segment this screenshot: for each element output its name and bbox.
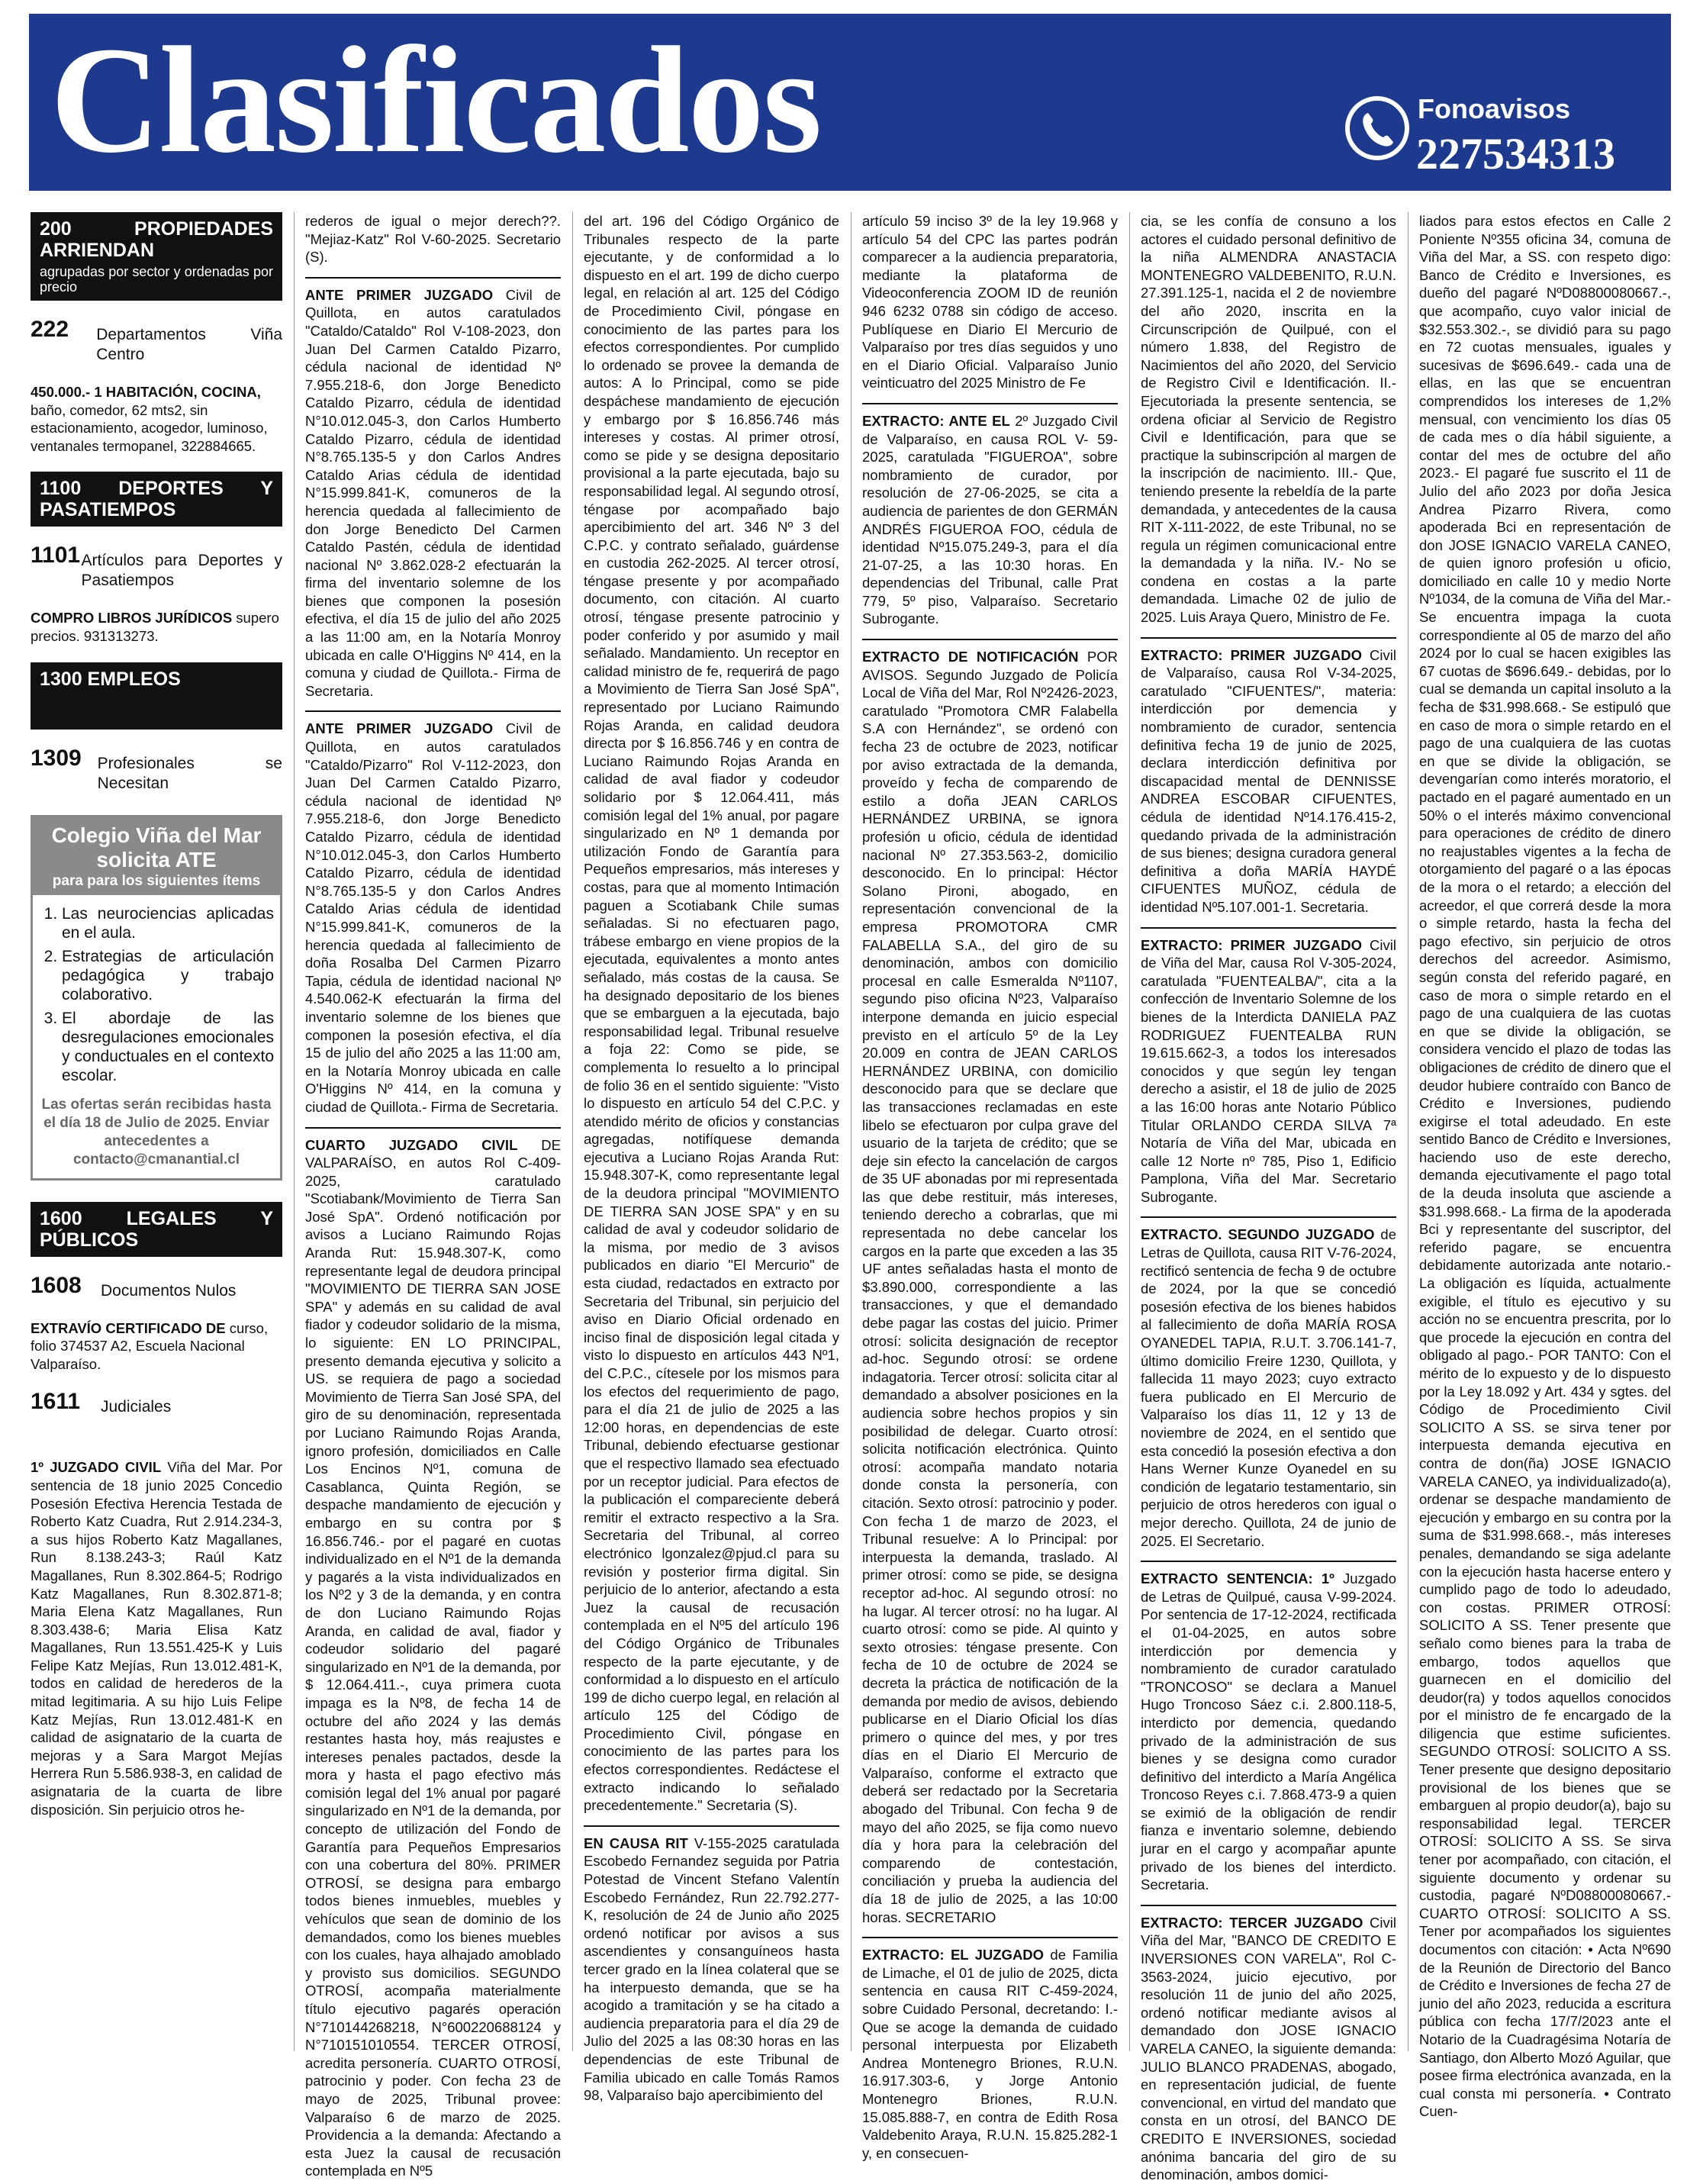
legal-notice (1141, 936, 1396, 1206)
category-title: 1100 DEPORTES Y PASATIEMPOS (40, 478, 273, 521)
fonoavisos-number: 227534313 (1416, 129, 1615, 179)
classified-ad (31, 609, 282, 645)
notice-separator (1141, 637, 1396, 639)
ad-lead: 450.000.- 1 HABITACIÓN, COCINA, (31, 384, 261, 400)
notice-lead: ANTE PRIMER JUZGADO (305, 286, 494, 303)
notice-text: Juzgado de Letras de Quilpué, causa V-99-2024. Por sentencia de 17-12-2024, rectificada el 01-04-2025, en autos sobre interdicción por demencia y nombramiento de curador caratulado "TRONCOSO" se declara a Manuel Hugo Troncoso Sáez c.i. 2.800.118-5, interdicto por demencia, quedando privado de la administración de sus bienes y se designa como curador definitivo del interdicto a María Angélica Troncoso Reyes c.i. 7.868.473-9 a quien se eximió de la obligación de rendir fianza e inventario solemne, debiendo jurar en el cargo y acompañar apunte privado de los bienes del interdicto. Secretaria. (1141, 1570, 1396, 1893)
list-item: 2. Estrategias de articulación pedagógica y trabajo colaborativo. (62, 947, 274, 1004)
notice-text: POR AVISOS. Segundo Juzgado de Policía Local de Viña del Mar, Rol Nº2426-2023, caratulado "Promotora CMR Falabella S.A con Hernández", se ordenó con fecha 23 de octubre de 2023, notificar por aviso extractada de la demanda, proveído y fecha de comparendo de estilo a doña JEAN CARLOS HERNÁNDEZ URBINA, se ignora profesión u oficio, cédula de identidad nacional Nº 27.353.563-2, domicilio desconocido. En lo principal: Héctor Solano Pironi, abogado, en representación convencional de la empresa PROMOTORA CMR FALABELLA S.A., del giro de su denominación, ambos con domicilio procesal en calle Esmeralda Nº1107, segundo piso oficina Nº23, Valparaíso interpone demanda en juicio especial previsto en el artículo 5º de la Ley 20.009 en contra de JEAN CARLOS HERNÁNDEZ URBINA, con domicilio desconocido para que se declare que las transacciones reclamadas en este libelo se efectuaron por culpa grave del usuario de la tarjeta de crédito; que se deje sin efecto la cancelación de cargos de 35 UF abonadas por mi representada las que debe restituir, más intereses, teniendo derecho a cobrarlas, que mi representada no debe cancelar los cargos en la parte que exceden a las 35 UF antes señaladas hasta el monto de $3.890.000, correspondiente a las transacciones, y que el demandado debe pagar las costas del juicio. Primer otrosí: solicita designación de receptor ad-hoc. Segundo otrosí: se ordene indagatoria. Tercer otrosí: solicita citar al demandado a absolver posiciones en la audiencia sobre hechos propios y sin posibilidad de delegar. Cuarto otrosí: solicita notificación electrónica. Quinto otrosí: acompaña mandato notaria donde consta la personería, con citación. Sexto otrosí: patrocinio y poder. Con fecha 1 de marzo de 2023, el Tribunal resuelve: A lo Principal: por interpuesta la demanda, traslado. Al primer otrosí: como se pide, se designa receptor ad-hoc. Al segundo otrosí: no ha lugar. Al tercer otrosí: no ha lugar. Al cuarto otrosí: como se pide. Al quinto y sexto otrosies: téngase presente. Con fecha de 10 de octubre de 2024 se decreta la práctica de notificación de la demanda por medio de avisos, debiendo publicarse en el Diario Oficial los días primero o quince del mes, y por tres días en el Diario El Mercurio de Valparaíso, conforme el extracto que deberá ser redactado por la Secretaria abogado del Tribunal. Con fecha 9 de mayo del año 2025, se fija como nuevo día y hora para la celebración del comparendo de contestación, conciliación y prueba la audiencia del día 18 de julio de 2025, a las 10:00 horas. SECRETARIO (862, 649, 1119, 1925)
ad-text: curso, folio 374537 A2, Escuela Nacional Valparaíso. (31, 1319, 269, 1372)
classified-ad (31, 383, 282, 455)
notice-separator (1141, 1905, 1396, 1906)
notice-text: Civil Viña del Mar, "BANCO DE CREDITO E INVERSIONES CON VARELA", Rol C-3563-2024, juicio ejecutivo, por resolución 11 de junio del año 2025, ordenó notificar mediante avisos al demandado don JOSE IGNACIO VARELA CANEO, la siguiente demanda: JULIO BLANCO PRADENAS, abogado, en representación judicial, de fuente convencional, en virtud del mandato que consta en un otrosí, del BANCO DE CREDITO E INVERSIONES, sociedad anónima bancaria del giro de su denominación, ambos domici- (1141, 1914, 1396, 2183)
notice-list (862, 212, 1118, 2162)
notice-separator (305, 277, 561, 279)
column-divider (294, 212, 295, 2051)
notice-separator (1141, 927, 1396, 929)
notice-text: rederos de igual o mejor derech??. "Mejiaz-Katz" Rol V-60-2025. Secretario (S). (305, 213, 561, 266)
notice-lead: EXTRACTO: ANTE EL (862, 412, 1010, 429)
category-title: 200 PROPIEDADES ARRIENDAN (40, 218, 273, 261)
legal-notice (1141, 212, 1396, 627)
ate-subtitle: para para los siguientes ítems (52, 872, 261, 889)
notice-lead: CUARTO JUZGADO CIVIL (305, 1136, 518, 1153)
ate-title: Colegio Viña del Mar (51, 823, 262, 847)
notice-text: Civil de Quillota, en autos caratulados "Cataldo/Cataldo" Rol V-108-2023, don Juan Del Carmen Cataldo Pizarro, cédula nacional de identidad Nº 7.955.218-6, don Jorge Benedicto Cataldo Pizarro, cédula de identidad N°10.012.045-3, don Carlos Humberto Cataldo Pizarro, cédula de identidad N°8.765.135-5 y don Carlos Andres Cataldo Arias cédula de identidad N°15.999.841-K, comuneros de la herencia quedada al fallecimiento de don Jorge Benedicto Del Carmen Cataldo Pastén, cédula de identidad nacional Nº 3.862.028-2 efectuarán la firma del inventario solemne de los bienes que componen la posesión efectiva, el día 15 de julio del año 2025 a las 11:00 am, en la Notaría Monroy ubicada en calle O'Higgins Nº 414, en la comuna y ciudad de Quillota.- Firma de Secretaria. (305, 286, 561, 699)
notice-text: liados para estos efectos en Calle 2 Poniente Nº355 oficina 34, comuna de Viña del Mar, a SS. con respeto digo: Banco de Crédito e Inversiones, es dueño del pagaré NºD08800080667.-, que acompaño, cuyo valor inicial de $32.553.302.-, se dividió para su pago en 72 cuotas mensuales, iguales y sucesivas de $696.649.- cada una de ellas, en las que se encuentran comprendidos los intereses de 1,2% mensual, con vencimiento los días 05 de cada mes o día hábil siguiente, a contar del mes de octubre del año 2023.- El pagaré fue suscrito el 11 de Julio del año 2023 por doña Jesica Andrea Pizarro Rivera, como apoderada Bci en representación de don JOSE IGNACIO VARELA CANEO, de quien ignoro profesión u oficio, domiciliado en calle 10 y medio Norte Nº1034, de la comuna de Viña del Mar.- Se encuentra impaga la cuota correspondiente al 05 de marzo del año 2024 por lo cual se hacen exigibles las 67 cuotas de $696.649.- debidas, por lo cual se demanda un capital insoluto a la fecha de $31.998.668.- Se estipuló que en caso de mora o simple retardo en el pago de una cualquiera de las cuotas en que se divide la obligación, se devengarían como interés moratorio, el pactado en el pagaré aumentado en un 50% o el interés máximo convencional para operaciones de crédito de dinero no reajustables vigentes a la fecha de otorgamiento del pagaré o a las épocas de la mora o el retardo; a elección del acreedor, el que correrá desde la mora o simple retardo, hasta la fecha del pago efectivo, sin perjuicio de otros derechos del acreedor. Asimismo, según consta del referido pagaré, en caso de mora o simple retardo en el pago de una cualquiera de las cuotas en que se divide la obligación, se considera vencido el plazo de todas las obligaciones de crédito de dinero que el deudor hubiere contraído con Banco de Crédito e Inversiones, pudiendo exigirse el total adeudado. En este sentido Banco de Crédito e Inversiones, haciendo uso de este derecho, demanda ejecutivamente el pago total de la deuda insoluta que asciende a $31.998.668.- La firma de la apoderada Bci y representante del suscriptor, del referido pagare, se encuentra debidamente autorizada ante notario.- La obligación es líquida, actualmente exigible, el título es ejecutivo y su acción no se encuentra prescrita, por lo que procede la ejecución en contra del obligado al pago.- POR TANTO: Con el mérito de lo expuesto y de lo dispuesto por la Ley 18.092 y Art. 434 y sgtes. del Código de Procedimiento Civil SOLICITO A SS. se sirva tener por interpuesta demanda ejecutiva en contra de don(ña) JOSE IGNACIO VARELA CANEO, ya individualizado(a), ordenar se despache mandamiento de ejecución y embargo en su contra por la suma de $31.998.668.-, más intereses penales, demandando se siga adelante con la ejecución hasta hacerse entero y cumplido pago de todo lo adeudado, con costas. PRIMER OTROSÍ: SOLICITO A SS. Tener presente que señalo como bienes para la traba de embargo, todos aquellos que guarnecen en el domicilio del deudor(ra) y todos aquellos conocidos por el ministro de fe encargado de la diligencia que estime suficientes. SEGUNDO OTROSÍ: SOLICITO A SS. Tener presente que designo depositario provisional de los bienes que se embarguen al propio deudor(a), bajo su responsabilidad legal. TERCER OTROSÍ: SOLICITO A SS. Se sirva tener por acompañado, con citación, el siguiente documento y ordenar su custodia, pagaré NºD08800080667.- CUARTO OTROSÍ: SOLICITO A SS. Tener por acompañados los siguientes documentos con citación: • Acta Nº690 de la Reunión de Directorio del Banco de Crédito e Inversiones de fecha 27 de junio del año 2023, reducida a escritura pública con fecha 17/7/2023 ante el Notario de la Cuadragésima Notaría de Santiago, don Alberto Mozó Aguilar, que posee firma electrónica avanzada, en la cual consta mi personería. • Contrato Cuen- (1419, 213, 1671, 2120)
column-divider (1129, 212, 1130, 2051)
ate-display-ad (31, 815, 282, 1181)
column-3 (584, 212, 839, 2104)
legal-notice (305, 286, 561, 701)
ad-lead: COMPRO LIBROS JURÍDICOS (31, 610, 233, 627)
notice-separator (584, 1825, 839, 1827)
notice-lead: EXTRACTO. SEGUNDO JUZGADO (1141, 1226, 1375, 1243)
category-header-200 (31, 212, 282, 301)
notice-text: de Familia de Limache, el 01 de julio de 2025, dicta sentencia en causa RIT C-459-2024, sobre Cuidado Personal, decretando: I.- Que se acoge la demanda de cuidado personal interpuesta por Elizabeth Andrea Montenegro Briones, R.U.N. 16.917.303-6, y Jorge Antonio Montenegro Briones, R.U.N. 15.085.888-7, en contra de Edith Rosa Valdebenito Araya, R.U.N. 15.825.282-1 y, en consecuen- (862, 1947, 1118, 2161)
notice-lead: EXTRACTO: TERCER JUZGADO (1141, 1914, 1363, 1931)
notice-text: V-155-2025 caratulada Escobedo Fernandez seguida por Patria Potestad de Vincent Stefano Valentín Escobedo Fernández, Run 22.792.277-K, resolución de 24 de Junio año 2025 ordenó notificar por avisos a sus ascendientes y consanguíneos hasta tercer grado en la línea colateral que se ha interpuesto demanda, que se ha acogido a tramitación y se ha citado a audiencia preparatoria para el día 29 de Julio del 2025 a las 08:30 horas en las dependencias de este Tribunal de Familia ubicado en calle Tomás Ramos 98, Valparaíso bajo apercibimiento del (584, 1834, 839, 2104)
legal-notice (31, 1458, 282, 1818)
classified-ad (31, 1319, 282, 1374)
notice-text: Viña del Mar. Por sentencia de 18 junio 2025 Concedio Posesión Efectiva Herencia Testada de Roberto Katz Cuadra, Rut 2.914.234-3, a sus hijos Roberto Katz Magallanes, Run 8.138.243-3; Raúl Katz Magallanes, Run 8.302.864-5; Rodrigo Katz Magallanes, Run 8.302.871-8; Maria Elena Katz Magallanes, Run 8.303.438-6; Maria Elisa Katz Magallanes, Run 13.551.425-K y Luis Felipe Katz Mejías, Run 13.012.481-K, todos en calidad de herederos de la mitad legitimaria. A su hijo Luis Felipe Katz Mejías, Run 13.012.481-K en calidad de asignatario de la cuarta de mejoras y a Sara Margot Mejías Herrera Run 5.586.938-3, en calidad de asignataria de la cuarta de libre disposición. Sin perjuicio otros he- (31, 1459, 282, 1818)
category-title: 1600 LEGALES Y PÚBLICOS (40, 1207, 273, 1251)
notice-separator (1141, 1561, 1396, 1562)
subcategory-1608 (31, 1272, 282, 1301)
notice-separator (1141, 1216, 1396, 1218)
category-header-1600 (31, 1202, 282, 1257)
legal-notice (862, 1946, 1118, 2162)
ate-title-2: solicita ATE (96, 847, 217, 871)
column-5 (1141, 212, 1397, 2183)
notice-list (31, 1458, 282, 1818)
column-6 (1419, 212, 1671, 2120)
list-item: 3. El abordaje de las desregulaciones emocionales y conductuales en el contexto escolar. (62, 1009, 274, 1085)
notice-separator (305, 710, 561, 712)
subcategory-222 (31, 317, 282, 365)
category-header-1100 (31, 472, 282, 527)
ad-text: supero precios. 931313273. (31, 610, 279, 644)
column-divider (851, 212, 852, 2051)
notice-list (1141, 212, 1396, 2184)
notice-text: artículo 59 inciso 3º de la ley 19.968 y artículo 54 del CPC las partes podrán comparecer a la audiencia preparatoria, mediante la plataforma de Videoconferencia ZOOM ID de reunión 946 6232 0788 sin código de acceso. Publíquese en Diario El Mercurio de Valparaíso por tres días seguidos y uno en el Diario Oficial. Valparaíso Junio veinticuatro del 2025 Ministro de Fe (862, 213, 1118, 391)
legal-notice (1419, 212, 1671, 2121)
notice-text: Civil de Viña del Mar, causa Rol V-305-2024, caratulada "FUENTEALBA/", cita a la confección de Inventario Solemne de los bienes de la Interdicta DANIELA PAZ RODRIGUEZ FUENTEALBA RUN 19.615.662-3, a todos los interesados conocidos y que según ley tengan derecho a asistir, el 18 de julio de 2025 a las 16:00 horas ante Notario Público Titular ORLANDO CERDA SILVA 7ª Notaría de Viña del Mar, ubicada en calle 12 Norte nº 785, Piso 1, Edificio Pamplona, Viña del Mar. Secretario Subrogante. (1141, 936, 1396, 1205)
legal-notice (862, 212, 1118, 392)
notice-text: Civil de Quillota, en autos caratulados "Cataldo/Pizarro" Rol V-112-2023, don Juan Del Carmen Cataldo Pizarro, cédula nacional de identidad Nº 7.955.218-6, don Jorge Benedicto Cataldo Pizarro, cédula de identidad N°10.012.045-3, don Carlos Humberto Cataldo Pizarro, cédula de identidad N°8.765.135-5 y don Carlos Andres Cataldo Arias cédula de identidad N°15.999.841-K, comuneros de la herencia quedada al fallecimiento de doña Rosalba Del Carmen Pizarro Tapia, cédula de identidad nacional Nº 4.540.062-K efectuarán la firma del inventario solemne de los bienes que componen la posesión efectiva, el día 15 de julio del año 2025 a las 11:00 am, en la Notaría Monroy ubicada en calle O'Higgins Nº 414, en la comuna y ciudad de Quillota.- Firma de Secretaria. (305, 720, 561, 1115)
notice-text: cia, se les confía de consuno a los actores el cuidado personal definitivo de la niña ALMENDRA ANASTACIA MONTENEGRO VALDEBENITO, R.U.N. 27.391.125-1, nacida el 2 de noviembre del año 2020, inscrita en la Circunscripción de Quilpué, con el número 1.838, del Registro de Nacimientos del año 2020, del Servicio de Registro Civil e Identificación. II.- Ejecutoriada la presente sentencia, se ordena oficiar al Servicio de Registro Civil e Identificación, para que se practique la subinscripción al margen de la inscripción de nacimiento. III.- Que, teniendo presente la rebeldía de la parte demandada, y antecedentes de la causa RIT X-111-2022, de este Tribunal, no se regula un régimen comunicacional entre la demandada y la niña. IV.- No se condena en costas a la parte demandada. Limache 02 de julio de 2025. Luis Araya Quero, Ministro de Fe. (1141, 213, 1396, 626)
page-title: Clasificados (50, 16, 821, 185)
subcategory-1101 (31, 543, 282, 591)
notice-lead: 1º JUZGADO CIVIL (31, 1459, 162, 1476)
ate-footer: Las ofertas serán recibidas hasta el día 18 de Julio de 2025. Enviar antecedentes a contacto@cmanantial.cl (41, 1096, 272, 1168)
legal-notice (1141, 1226, 1396, 1550)
legal-notice (305, 212, 561, 266)
subcategory-1611 (31, 1389, 282, 1417)
notice-text: del art. 196 del Código Orgánico de Tribunales respecto de la parte ejecutante, y de conformidad a lo dispuesto en el art. 199 de dicho cuerpo legal, en relación al art. 125 del Código de Procedimiento Civil, póngase en conocimiento de las partes para los efectos correspondientes. Por cumplido lo ordenado se provee la demanda de autos: A lo Principal, como se pide despáchese mandamiento de ejecución y embargo por $ 16.856.746 más intereses y costas. Al primer otrosí, como se pide y se designa depositario provisional a la parte ejecutada, bajo su responsabilidad legal. Al segundo otrosí, téngase por acompañado bajo apercibimiento del art. 346 Nº 3 del C.P.C. y contrato señalado, guárdense en custodia 262-2025. Al tercer otrosí, téngase presente y por acompañado documento, con citación. Al cuarto otrosí, téngase presente patrocinio y poder conferido y por asumido y mail señalado. Mandamiento. Un receptor en calidad ministro de fe, requerirá de pago a Movimiento de Tierra San José SpA", representado por Luciano Raimundo Rojas Aranda, en calidad deudora directa por $ 16.856.746 y en contra de Luciano Raimundo Rojas Aranda en calidad de aval fiador y codeudor solidario por $ 12.064.411, más comisión legal del 1% anual, por pagare singularizado en Nº 1 demanda por utilización Fondo de Garantía para Pequeños empresarios, más intereses y costas, para que al momento Intimación paguen a Scotiabank Chile sumas señaladas. Si no efectuaren pago, trábese embargo en viene propios de la ejecutada, equivalentes a monto antes señalado, más costas de la causa. Se ha designado depositario de los bienes que se embarguen a la ejecutada, bajo responsabilidad legal. Tribunal resuelve a foja 22: Como se pide, se complementa lo resuelto a lo principal de folio 36 en el sentido siguiente: "Visto lo dispuesto en artículo 54 del C.P.C. y atendido mérito de oficios y constancias agregadas, notifíquese demanda ejecutiva a Luciano Rojas Aranda Rut: 15.948.307-K, como representante legal de la deudora principal "MOVIMIENTO DE TIERRA SAN JOSE SPA" y en su calidad de aval y codeudor solidario de la misma, por medio de 3 avisos publicados en diario "El Mercurio" de esta ciudad, redactados en extracto por Secretaria del Tribunal, sin perjuicio del aviso en Diario Oficial ordenado en inciso final de disposición legal citada y visto lo dispuesto en artículos 443 Nº1, del C.P.C., cítesele por los mismos para los efectos del requerimiento de pago, para el día 21 de julio de 2025 a las 12:00 horas, en dependencias de este Tribunal, debiendo efectuarse gestionar que el respectivo llamado sea efectuado por un receptor judicial. Para efectos de la publicación el compareciente deberá remitir el extracto respectivo a la Sra. Secretaria del Tribunal, al correo electrónico lgonzalez@pjud.cl para su revisión y posterior firma digital. Sin perjuicio de lo anterior, afectando a esta Juez la causal de recusación contemplada en el Nº5 del artículo 196 del Código Orgánico de Tribunales respecto de la parte ejecutante, y de conformidad a lo dispuesto en el artículo 199 de dicho cuerpo legal, en relación al artículo 125 del Código de Procedimiento Civil, póngase en conocimiento de las partes para los efectos correspondientes. Redáctese el extracto indicando lo señalado precedentemente." Secretaria (S). (584, 213, 839, 1814)
subcategory-label: Profesionales se Necesitan (97, 754, 282, 792)
subcategory-number: 222 (31, 317, 69, 342)
subcategory-number: 1101 (31, 543, 81, 569)
legal-notice (305, 1136, 561, 2180)
notice-lead: ANTE PRIMER JUZGADO (305, 720, 494, 737)
legal-notice (1141, 1570, 1396, 1894)
subcategory-label: Documentos Nulos (101, 1281, 237, 1300)
column-4 (862, 212, 1119, 2161)
legal-notice (862, 412, 1118, 628)
notice-list (305, 212, 561, 2180)
notice-list (1419, 212, 1671, 2121)
category-header-1300 (31, 662, 282, 730)
notice-lead: EXTRACTO: PRIMER JUZGADO (1141, 646, 1363, 663)
notice-lead: EXTRACTO: PRIMER JUZGADO (1141, 936, 1363, 953)
subcategory-1309 (31, 745, 282, 794)
subcategory-label: Departamentos Viña Centro (96, 326, 282, 363)
phone-handset-icon (1345, 96, 1409, 160)
ate-header (33, 817, 280, 895)
notice-lead: EN CAUSA RIT (584, 1834, 688, 1851)
fonoavisos-label: Fonoavisos (1418, 93, 1571, 124)
list-item: 1. Las neurociencias aplicadas en el aula. (62, 904, 274, 942)
column-2 (305, 212, 561, 2179)
legal-notice (1141, 646, 1396, 916)
column-1 (31, 212, 282, 2051)
legal-notice (305, 720, 561, 1116)
legal-notice (584, 212, 839, 1815)
category-title: 1300 EMPLEOS (40, 668, 181, 690)
ad-text: baño, comedor, 62 mts2, sin estacionamiento, acogedor, luminoso, ventanales termopanel, 322884665. (31, 401, 268, 454)
subcategory-label: Artículos para Deportes y Pasatiempos (81, 552, 282, 590)
notice-lead: EXTRACTO SENTENCIA: 1º (1141, 1570, 1334, 1587)
ad-lead: EXTRAVÍO CERTIFICADO DE (31, 1319, 226, 1336)
legal-notice (862, 648, 1118, 1926)
notice-text: DE VALPARAÍSO, en autos Rol C-409-2025, caratulado "Scotiabank/Movimiento de Tierra San José SpA". Ordenó notificación por avisos a Luciano Raimundo Rojas Aranda Rut: 15.948.307-K, como representante legal de deudora principal "MOVIMIENTO DE TIERRA SAN JOSE SPA" y además en su calidad de aval fiador y codeudor solidario de la misma, lo siguiente: EN LO PRINCIPAL, presento demanda ejecutiva y solicito a US. se requiera de pago a sociedad Movimiento de Tierra San José SPA, del giro de su denominación, representada por Luciano Raimundo Rojas Aranda, ignoro profesión, domiciliados en Calle Los Encinos Nº1, comuna de Casablanca, Quinta Región, se despache mandamiento de ejecución y embargo en su contra por $ 16.856.746.- por el pagaré en cuotas individualizado en el Nº1 de la demanda y pagarés a la vista individualizados en los Nº2 y 3 de la demanda, y en contra de don Luciano Raimundo Rojas Aranda, en calidad de aval, fiador y codeudor solidario del pagaré singularizado en Nº1 de la demanda, por $ 12.064.411.-, cuya primera cuota impaga es la Nº8, de fecha 14 de octubre del año 2024 y las demás restantes hasta hoy, más reajustes e intereses penales pactados, desde la mora y hasta el pago efectivo más comisión legal del 1% anual por pagaré singularizado en Nº1 de la demanda, por concepto de utilización del Fondo de Garantía para Pequeños Empresarios con una cobertura del 80%. PRIMER OTROSÍ, se designa para embargo todos bienes inmuebles, muebles y vehículos que sean de dominio de los demandados, como los bienes muebles con los cuales, haya alhajado amoblado y provisto sus domicilios. SEGUNDO OTROSÍ, acompaña materialmente título ejecutivo pagarés operación N°710144268218, N°600220688124 y N°710151010554. TERCER OTROSÍ, acredita personería. CUARTO OTROSÍ, patrocinio y poder. Con fecha 23 de mayo de 2025, Tribunal provee: Valparaíso 6 de marzo de 2025. Providencia a la demanda: Afectando a esta Juez la causal de recusación contemplada en Nº5 (305, 1136, 561, 2179)
notice-separator (862, 1937, 1118, 1938)
legal-notice (584, 1834, 839, 2105)
notice-text: de Letras de Quillota, causa RIT V-76-2024, rectificó sentencia de fecha 9 de octubre de 2024, por la que se concedió posesión efectiva de los bienes habidos al fallecimiento de doña MARÍA ROSA OYANEDEL TAPIA, R.U.T. 3.706.141-7, último domicilio Freire 1230, Quillota, y fallecida 11 mayo 2023; cuyo extracto fuera publicado en El Mercurio de Valparaíso los días 11, 12 y 13 de noviembre de 2024, en el sentido que esta concedió la posesión efectiva a don Hans Werner Kunze Oyanedel en su condición de legatario testamentario, sin perjuicio de otros herederos con igual o mejor derecho. Quillota, 24 de junio de 2025. El Secretario. (1141, 1226, 1397, 1549)
notice-separator (862, 403, 1118, 404)
category-subtitle: agrupadas por sector y ordenadas por precio (40, 264, 273, 295)
notice-lead: EXTRACTO: EL JUZGADO (862, 1947, 1045, 1963)
masthead (29, 14, 1671, 191)
notice-text: Civil de Valparaíso, causa Rol V-34-2025, caratulado "CIFUENTES/", materia: interdicción por demencia y nombramiento de curador, sentencia definitiva fecha 19 de junio de 2025, declara interdicción definitiva por discapacidad mental de DENNISSE ANDREA ESCOBAR CIFUENTES, cédula de identidad Nº14.176.415-2, quedando privada de la administración de sus bienes; designa curadora general definitiva a doña MARÍA HAYDÉ CIFUENTES MUÑOZ, cédula de identidad Nº5.107.001-1. Secretaria. (1141, 646, 1396, 915)
legal-notice (1141, 1914, 1396, 2184)
notice-text: 2º Juzgado Civil de Valparaíso, en causa ROL V- 59-2025, caratulada "FIGUEROA", sobre nombramiento de curador, por resolución de 27-06-2025, se cita a audiencia de parientes de don GERMÁN ANDRÉS FIGUEROA FOO, cédula de identidad Nº15.075.249-3, para el día 21-07-25, a las 10:30 horas. En dependencias del Tribunal, calle Prat 779, 5º piso, Valparaíso. Secretario Subrogante. (862, 412, 1118, 627)
notice-list (584, 212, 839, 2105)
notice-separator (862, 639, 1118, 640)
subcategory-number: 1309 (31, 745, 82, 771)
column-divider (572, 212, 573, 2051)
notice-lead: EXTRACTO DE NOTIFICACIÓN (862, 649, 1079, 665)
notice-separator (305, 1127, 561, 1129)
subcategory-number: 1608 (31, 1272, 82, 1298)
subcategory-label: Judiciales (101, 1398, 172, 1416)
ate-item-list (33, 904, 274, 1085)
subcategory-number: 1611 (31, 1389, 81, 1415)
